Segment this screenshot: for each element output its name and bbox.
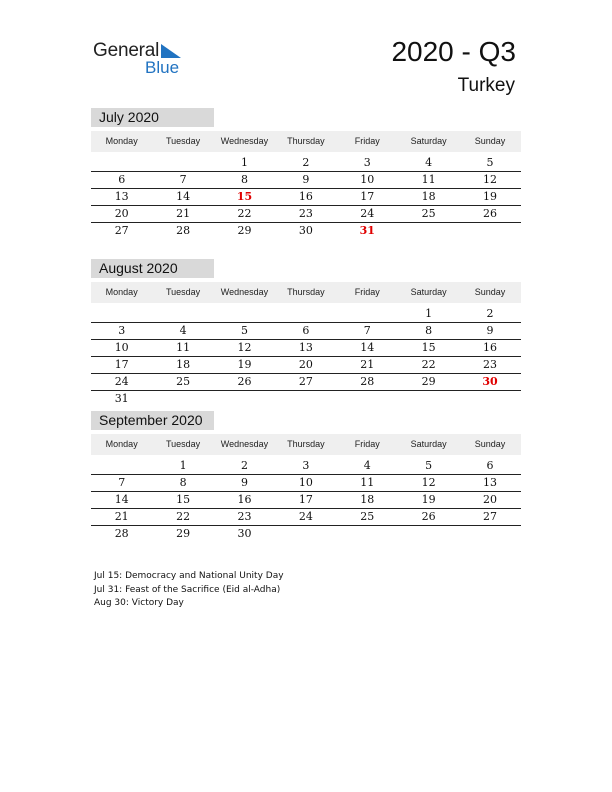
weekday-label: Monday — [105, 136, 138, 146]
week-row — [91, 155, 521, 172]
day-cell: 17 — [298, 493, 313, 506]
day-cell: 24 — [298, 510, 313, 523]
day-cell: 25 — [176, 375, 191, 388]
weekday-label: Sunday — [474, 439, 506, 449]
month-label: July 2020 — [91, 108, 214, 127]
week-row — [91, 458, 521, 475]
day-cell: 5 — [240, 324, 248, 337]
logo-general-text: General — [93, 40, 160, 61]
day-cell: 6 — [118, 173, 126, 186]
day-cell: 1 — [179, 459, 187, 472]
day-cell: 21 — [176, 207, 191, 220]
weekday-label: Thursday — [287, 439, 325, 449]
day-cell: 21 — [360, 358, 375, 371]
day-cell: 19 — [483, 190, 498, 203]
month-calendar — [91, 411, 521, 542]
holiday-note: Aug 30: Victory Day — [94, 598, 184, 608]
day-cell: 23 — [298, 207, 313, 220]
day-cell: 2 — [486, 307, 494, 320]
day-cell: 13 — [483, 476, 498, 489]
day-cell: 28 — [114, 527, 129, 540]
week-row — [91, 475, 521, 492]
weekday-label: Tuesday — [165, 136, 201, 146]
weekday-label: Sunday — [474, 136, 506, 146]
day-cell — [398, 526, 459, 542]
day-cell: 28 — [176, 224, 191, 237]
day-cell: 11 — [421, 173, 436, 186]
day-cell: 14 — [360, 341, 375, 354]
day-cell — [91, 458, 152, 474]
day-cell: 3 — [363, 156, 371, 169]
day-cell — [91, 306, 152, 322]
month-calendar — [91, 108, 521, 239]
week-row — [91, 189, 521, 206]
day-cell: 20 — [114, 207, 129, 220]
day-cell: 14 — [176, 190, 191, 203]
day-cell — [275, 306, 336, 322]
day-cell: 28 — [360, 375, 375, 388]
day-cell: 7 — [179, 173, 187, 186]
day-cell: 23 — [483, 358, 498, 371]
day-cell: 13 — [298, 341, 313, 354]
day-cell: 10 — [360, 173, 375, 186]
day-cell: 12 — [483, 173, 498, 186]
day-cell: 29 — [176, 527, 191, 540]
holiday-day-cell: 31 — [359, 224, 375, 237]
week-row — [91, 526, 521, 542]
day-cell: 8 — [425, 324, 433, 337]
day-cell: 24 — [114, 375, 129, 388]
day-cell — [398, 391, 459, 407]
weekday-label: Saturday — [410, 439, 447, 449]
weekday-label: Wednesday — [220, 439, 269, 449]
day-cell: 18 — [360, 493, 375, 506]
day-cell: 2 — [240, 459, 248, 472]
day-cell: 26 — [237, 375, 252, 388]
day-cell: 8 — [179, 476, 187, 489]
week-row — [91, 223, 521, 239]
day-cell: 7 — [118, 476, 126, 489]
day-cell — [275, 391, 336, 407]
day-cell: 18 — [176, 358, 191, 371]
day-cell: 6 — [302, 324, 310, 337]
weekday-label: Wednesday — [220, 287, 269, 297]
day-cell: 20 — [483, 493, 498, 506]
weekday-header — [91, 131, 521, 152]
day-cell: 26 — [483, 207, 498, 220]
day-cell: 8 — [240, 173, 248, 186]
day-cell: 22 — [237, 207, 252, 220]
day-cell: 14 — [114, 493, 129, 506]
day-cell: 4 — [425, 156, 433, 169]
day-cell: 12 — [237, 341, 252, 354]
weekday-label: Friday — [354, 136, 380, 146]
week-row — [91, 323, 521, 340]
day-cell: 1 — [425, 307, 433, 320]
weekday-label: Tuesday — [165, 287, 201, 297]
day-cell: 16 — [483, 341, 498, 354]
day-cell — [152, 391, 213, 407]
day-cell: 19 — [421, 493, 436, 506]
day-cell — [214, 391, 275, 407]
weekday-label: Friday — [354, 439, 380, 449]
day-cell: 1 — [240, 156, 248, 169]
week-row — [91, 340, 521, 357]
day-cell: 17 — [360, 190, 375, 203]
holiday-day-cell: 15 — [236, 190, 253, 203]
day-cell: 12 — [421, 476, 436, 489]
day-cell — [459, 223, 520, 239]
day-cell: 29 — [421, 375, 436, 388]
day-cell: 25 — [421, 207, 436, 220]
week-row — [91, 172, 521, 189]
week-row — [91, 492, 521, 509]
day-cell: 4 — [179, 324, 187, 337]
day-cell: 17 — [114, 358, 129, 371]
day-cell: 9 — [240, 476, 248, 489]
logo-blue-text: Blue — [145, 58, 180, 77]
day-cell — [152, 306, 213, 322]
day-cell: 3 — [118, 324, 126, 337]
day-cell — [337, 526, 398, 542]
day-cell — [459, 526, 520, 542]
day-cell: 15 — [421, 341, 436, 354]
day-cell: 6 — [486, 459, 494, 472]
day-cell: 29 — [237, 224, 252, 237]
week-row — [91, 306, 521, 323]
day-cell: 27 — [114, 224, 129, 237]
weekday-label: Saturday — [410, 287, 447, 297]
weekday-label: Thursday — [287, 136, 325, 146]
day-cell: 25 — [360, 510, 375, 523]
day-cell: 27 — [298, 375, 313, 388]
day-cell: 24 — [360, 207, 375, 220]
day-cell: 5 — [486, 156, 494, 169]
day-cell: 9 — [302, 173, 310, 186]
day-cell: 15 — [176, 493, 191, 506]
day-cell: 13 — [114, 190, 129, 203]
week-row — [91, 374, 521, 391]
month-label: September 2020 — [91, 411, 214, 430]
weekday-label: Wednesday — [220, 136, 269, 146]
day-cell: 11 — [360, 476, 375, 489]
holiday-notes — [94, 570, 284, 611]
day-cell — [275, 526, 336, 542]
weekday-label: Tuesday — [165, 439, 201, 449]
day-cell: 4 — [363, 459, 371, 472]
day-cell: 19 — [237, 358, 252, 371]
logo-triangle-icon — [161, 44, 181, 58]
weekday-label: Monday — [105, 439, 138, 449]
day-cell: 22 — [421, 358, 436, 371]
holiday-day-cell: 30 — [482, 375, 498, 388]
day-cell — [459, 391, 520, 407]
day-cell: 18 — [421, 190, 436, 203]
week-row — [91, 357, 521, 374]
day-cell: 10 — [298, 476, 313, 489]
day-cell: 10 — [114, 341, 129, 354]
day-cell — [398, 223, 459, 239]
day-cell: 26 — [421, 510, 436, 523]
weekday-label: Friday — [354, 287, 380, 297]
day-cell: 2 — [302, 156, 310, 169]
day-cell: 22 — [176, 510, 191, 523]
holiday-note: Jul 15: Democracy and National Unity Day — [94, 571, 284, 581]
week-row — [91, 206, 521, 223]
day-cell — [152, 155, 213, 171]
weekday-label: Saturday — [410, 136, 447, 146]
day-cell: 7 — [363, 324, 371, 337]
day-cell: 30 — [237, 527, 252, 540]
page-title: 2020 - Q3 — [391, 36, 516, 67]
day-cell: 20 — [298, 358, 313, 371]
day-cell — [91, 155, 152, 171]
day-cell: 11 — [176, 341, 191, 354]
month-label: August 2020 — [91, 259, 214, 278]
weekday-header — [91, 282, 521, 303]
logo — [93, 40, 193, 80]
day-cell: 3 — [302, 459, 310, 472]
day-cell: 9 — [486, 324, 494, 337]
day-cell: 30 — [298, 224, 313, 237]
day-cell: 21 — [114, 510, 129, 523]
day-cell — [337, 391, 398, 407]
country-name: Turkey — [457, 75, 515, 96]
day-cell — [214, 306, 275, 322]
month-calendar — [91, 259, 521, 407]
weekday-header — [91, 434, 521, 455]
day-cell: 16 — [237, 493, 252, 506]
week-row — [91, 391, 521, 407]
weekday-label: Sunday — [474, 287, 506, 297]
day-cell — [337, 306, 398, 322]
holiday-note: Jul 31: Feast of the Sacrifice (Eid al-Adha) — [94, 584, 281, 595]
weekday-label: Thursday — [287, 287, 325, 297]
weekday-label: Monday — [105, 287, 138, 297]
day-cell: 27 — [483, 510, 498, 523]
week-row — [91, 509, 521, 526]
day-cell: 31 — [114, 392, 129, 405]
day-cell: 5 — [425, 459, 433, 472]
day-cell: 16 — [298, 190, 313, 203]
day-cell: 23 — [237, 510, 252, 523]
